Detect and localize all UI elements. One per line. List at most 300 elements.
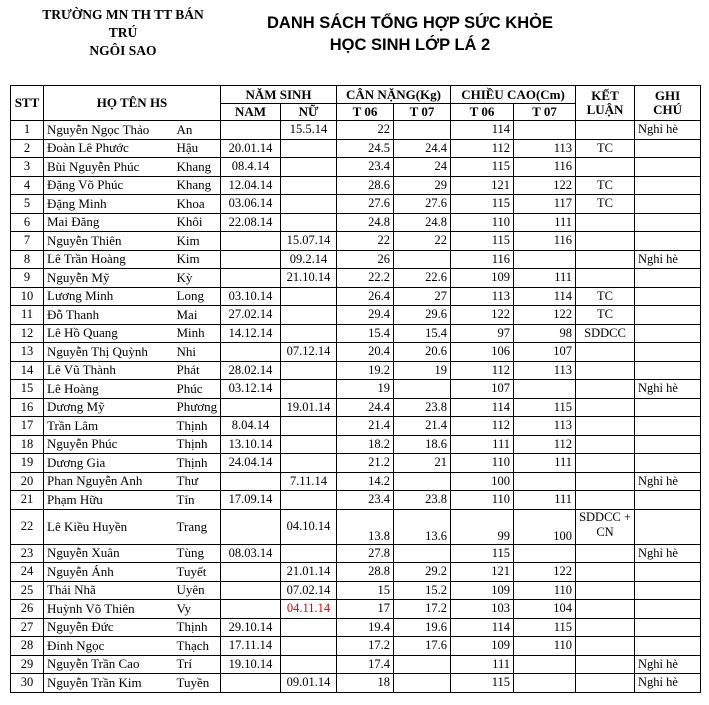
height-t06: 115 [451, 232, 514, 251]
student-family-name: Nguyễn Ánh [44, 563, 174, 582]
birthdate-male [221, 674, 281, 693]
birthdate-female [281, 417, 337, 436]
student-family-name: Đỗ Thanh [44, 306, 174, 325]
note [635, 600, 701, 619]
weight-t06: 19.4 [337, 618, 394, 637]
header-weight-t06: T 06 [337, 104, 394, 121]
row-number: 5 [11, 195, 44, 214]
note [635, 563, 701, 582]
weight-t06: 24.4 [337, 398, 394, 417]
conclusion [576, 491, 635, 510]
birthdate-female [281, 655, 337, 674]
school-name [8, 6, 238, 60]
weight-t06: 23.4 [337, 158, 394, 177]
student-family-name: Phan Nguyễn Anh [44, 472, 174, 491]
conclusion: TC [576, 306, 635, 325]
birthdate-female: 15.07.14 [281, 232, 337, 251]
school-line-1: TRƯỜNG MN TH TT BÁN [42, 7, 204, 22]
header-note [635, 86, 701, 121]
table-row [11, 361, 701, 380]
student-given-name: Tuyền [174, 674, 221, 693]
birthdate-male: 8.04.14 [221, 417, 281, 436]
height-t06: 111 [451, 655, 514, 674]
header-birth: NĂM SINH [221, 86, 337, 104]
header-male: NAM [221, 104, 281, 121]
height-t07: 111 [514, 213, 576, 232]
weight-t07 [394, 121, 451, 140]
weight-t06: 19.2 [337, 361, 394, 380]
header-name: HỌ TÊN HS [44, 86, 221, 121]
conclusion [576, 674, 635, 693]
height-t06: 99 [451, 509, 514, 544]
weight-t07: 24.4 [394, 139, 451, 158]
health-summary-table [10, 85, 701, 693]
weight-t06: 22.2 [337, 269, 394, 288]
table-row [11, 121, 701, 140]
note [635, 509, 701, 544]
student-given-name: Thư [174, 472, 221, 491]
height-t07 [514, 121, 576, 140]
birthdate-female [281, 544, 337, 563]
student-given-name: Thịnh [174, 417, 221, 436]
birthdate-male: 03.06.14 [221, 195, 281, 214]
birthdate-female [281, 306, 337, 325]
student-given-name: Trang [174, 509, 221, 544]
row-number: 9 [11, 269, 44, 288]
birthdate-female [281, 637, 337, 656]
student-given-name: Khôi [174, 213, 221, 232]
table-row [11, 581, 701, 600]
weight-t06: 27.8 [337, 544, 394, 563]
table-row [11, 213, 701, 232]
birthdate-male: 03.12.14 [221, 380, 281, 399]
note: Nghỉ hè [635, 472, 701, 491]
row-number: 30 [11, 674, 44, 693]
birthdate-male [221, 232, 281, 251]
student-given-name: Mai [174, 306, 221, 325]
table-row [11, 158, 701, 177]
birthdate-female [281, 287, 337, 306]
table-row [11, 655, 701, 674]
row-number: 18 [11, 435, 44, 454]
height-t07: 98 [514, 324, 576, 343]
row-number: 16 [11, 398, 44, 417]
note [635, 491, 701, 510]
student-given-name: Tuyết [174, 563, 221, 582]
table-row [11, 250, 701, 269]
birthdate-female [281, 618, 337, 637]
student-given-name: Long [174, 287, 221, 306]
weight-t06: 29.4 [337, 306, 394, 325]
weight-t07: 17.2 [394, 600, 451, 619]
birthdate-male: 24.04.14 [221, 454, 281, 473]
height-t07 [514, 544, 576, 563]
student-family-name: Nguyễn Phúc [44, 435, 174, 454]
height-t07: 116 [514, 232, 576, 251]
student-given-name: Kỳ [174, 269, 221, 288]
weight-t07: 27.6 [394, 195, 451, 214]
student-given-name: Trí [174, 655, 221, 674]
conclusion [576, 213, 635, 232]
table-row [11, 269, 701, 288]
student-given-name: Thịnh [174, 454, 221, 473]
table-row [11, 343, 701, 362]
student-family-name: Đặng Võ Phúc [44, 176, 174, 195]
height-t07 [514, 674, 576, 693]
table-row [11, 306, 701, 325]
header-stt: STT [11, 86, 44, 121]
weight-t07 [394, 380, 451, 399]
birthdate-male [221, 509, 281, 544]
birthdate-female: 19.01.14 [281, 398, 337, 417]
conclusion: TC [576, 195, 635, 214]
height-t06: 109 [451, 269, 514, 288]
table-row [11, 380, 701, 399]
row-number: 3 [11, 158, 44, 177]
weight-t07 [394, 250, 451, 269]
birthdate-male: 03.10.14 [221, 287, 281, 306]
note [635, 306, 701, 325]
height-t06: 121 [451, 563, 514, 582]
height-t07: 116 [514, 158, 576, 177]
table-row [11, 287, 701, 306]
note [635, 324, 701, 343]
weight-t06: 21.4 [337, 417, 394, 436]
table-row [11, 324, 701, 343]
student-family-name: Đinh Ngọc [44, 637, 174, 656]
height-t07: 113 [514, 139, 576, 158]
birthdate-male [221, 563, 281, 582]
weight-t06: 27.6 [337, 195, 394, 214]
table-row [11, 232, 701, 251]
conclusion [576, 250, 635, 269]
weight-t06: 20.4 [337, 343, 394, 362]
row-number: 7 [11, 232, 44, 251]
birthdate-male: 08.4.14 [221, 158, 281, 177]
student-given-name: Tín [174, 491, 221, 510]
height-t06: 97 [451, 324, 514, 343]
birthdate-male: 27.02.14 [221, 306, 281, 325]
height-t07: 113 [514, 417, 576, 436]
birthdate-male: 19.10.14 [221, 655, 281, 674]
weight-t07 [394, 655, 451, 674]
weight-t06: 18.2 [337, 435, 394, 454]
conclusion [576, 472, 635, 491]
student-family-name: Nguyễn Đức [44, 618, 174, 637]
birthdate-male [221, 600, 281, 619]
row-number: 21 [11, 491, 44, 510]
note: Nghỉ hè [635, 655, 701, 674]
weight-t07: 19 [394, 361, 451, 380]
birthdate-male: 29.10.14 [221, 618, 281, 637]
conclusion [576, 269, 635, 288]
student-family-name: Đặng Minh [44, 195, 174, 214]
weight-t07: 29.2 [394, 563, 451, 582]
height-t06: 114 [451, 121, 514, 140]
height-t07: 114 [514, 287, 576, 306]
weight-t07: 21.4 [394, 417, 451, 436]
row-number: 11 [11, 306, 44, 325]
student-family-name: Nguyễn Trần Kim [44, 674, 174, 693]
student-given-name: Hậu [174, 139, 221, 158]
weight-t07 [394, 674, 451, 693]
row-number: 26 [11, 600, 44, 619]
header-height-t06: T 06 [451, 104, 514, 121]
birthdate-female: 7.11.14 [281, 472, 337, 491]
row-number: 28 [11, 637, 44, 656]
conclusion [576, 581, 635, 600]
student-given-name: Phương [174, 398, 221, 417]
height-t07: 115 [514, 398, 576, 417]
note [635, 618, 701, 637]
height-t07: 100 [514, 509, 576, 544]
conclusion [576, 563, 635, 582]
student-given-name: Phúc [174, 380, 221, 399]
conclusion [576, 343, 635, 362]
student-family-name: Dương Mỹ [44, 398, 174, 417]
height-t06: 110 [451, 213, 514, 232]
weight-t06: 17 [337, 600, 394, 619]
weight-t07: 19.6 [394, 618, 451, 637]
note [635, 232, 701, 251]
conclusion: SDDCC [576, 324, 635, 343]
note [635, 195, 701, 214]
row-number: 8 [11, 250, 44, 269]
weight-t07 [394, 544, 451, 563]
student-given-name: Phát [174, 361, 221, 380]
note [635, 454, 701, 473]
height-t07 [514, 472, 576, 491]
conclusion [576, 398, 635, 417]
height-t07: 110 [514, 581, 576, 600]
weight-t07: 29 [394, 176, 451, 195]
conclusion: TC [576, 287, 635, 306]
birthdate-male [221, 269, 281, 288]
birthdate-male [221, 398, 281, 417]
row-number: 20 [11, 472, 44, 491]
conclusion [576, 158, 635, 177]
weight-t06: 13.8 [337, 509, 394, 544]
birthdate-female [281, 361, 337, 380]
row-number: 4 [11, 176, 44, 195]
row-number: 14 [11, 361, 44, 380]
table-row [11, 417, 701, 436]
table-row [11, 435, 701, 454]
birthdate-female [281, 491, 337, 510]
weight-t06: 17.4 [337, 655, 394, 674]
table-row [11, 618, 701, 637]
student-family-name: Nguyễn Mỹ [44, 269, 174, 288]
row-number: 22 [11, 509, 44, 544]
student-family-name: Nguyễn Thiên [44, 232, 174, 251]
row-number: 10 [11, 287, 44, 306]
birthdate-male [221, 121, 281, 140]
height-t07: 122 [514, 563, 576, 582]
conclusion [576, 637, 635, 656]
height-t06: 110 [451, 491, 514, 510]
weight-t07: 15.2 [394, 581, 451, 600]
student-family-name: Lê Vũ Thành [44, 361, 174, 380]
height-t07 [514, 250, 576, 269]
birthdate-female: 09.2.14 [281, 250, 337, 269]
birthdate-male: 14.12.14 [221, 324, 281, 343]
weight-t07: 27 [394, 287, 451, 306]
student-family-name: Đoàn Lê Phước [44, 139, 174, 158]
weight-t06: 15.4 [337, 324, 394, 343]
weight-t06: 23.4 [337, 491, 394, 510]
height-t07: 117 [514, 195, 576, 214]
height-t06: 100 [451, 472, 514, 491]
height-t07: 110 [514, 637, 576, 656]
table-row [11, 472, 701, 491]
height-t06: 121 [451, 176, 514, 195]
student-given-name: Kim [174, 250, 221, 269]
weight-t07 [394, 472, 451, 491]
height-t06: 115 [451, 158, 514, 177]
note [635, 417, 701, 436]
student-family-name: Lương Minh [44, 287, 174, 306]
student-family-name: Lê Hồ Quang [44, 324, 174, 343]
table-row [11, 139, 701, 158]
student-family-name: Dương Gia [44, 454, 174, 473]
student-given-name: Thịnh [174, 435, 221, 454]
row-number: 23 [11, 544, 44, 563]
birthdate-male: 17.11.14 [221, 637, 281, 656]
row-number: 1 [11, 121, 44, 140]
weight-t06: 26 [337, 250, 394, 269]
weight-t06: 17.2 [337, 637, 394, 656]
height-t06: 115 [451, 674, 514, 693]
student-family-name: Mai Đăng [44, 213, 174, 232]
birthdate-female: 04.11.14 [281, 600, 337, 619]
note [635, 213, 701, 232]
conclusion: SDDCC + CN [576, 509, 635, 544]
row-number: 15 [11, 380, 44, 399]
weight-t07: 23.8 [394, 398, 451, 417]
height-t07: 111 [514, 491, 576, 510]
weight-t07: 20.6 [394, 343, 451, 362]
row-number: 19 [11, 454, 44, 473]
table-row [11, 637, 701, 656]
note [635, 361, 701, 380]
table-row [11, 563, 701, 582]
height-t06: 114 [451, 618, 514, 637]
birthdate-female [281, 176, 337, 195]
height-t06: 110 [451, 454, 514, 473]
weight-t07: 24.8 [394, 213, 451, 232]
weight-t06: 24.8 [337, 213, 394, 232]
header-height-t07: T 07 [514, 104, 576, 121]
conclusion [576, 232, 635, 251]
header-weight: CÂN NẶNG(Kg) [337, 86, 451, 104]
weight-t06: 22 [337, 121, 394, 140]
weight-t07: 29.6 [394, 306, 451, 325]
birthdate-female [281, 435, 337, 454]
conclusion [576, 380, 635, 399]
height-t06: 114 [451, 398, 514, 417]
height-t07: 122 [514, 306, 576, 325]
note [635, 637, 701, 656]
conclusion [576, 417, 635, 436]
row-number: 2 [11, 139, 44, 158]
note [635, 158, 701, 177]
student-given-name: Uyên [174, 581, 221, 600]
height-t07: 113 [514, 361, 576, 380]
note [635, 343, 701, 362]
height-t07: 104 [514, 600, 576, 619]
student-family-name: Lê Kiều Huyền [44, 509, 174, 544]
student-given-name: Tùng [174, 544, 221, 563]
table-row [11, 398, 701, 417]
conclusion [576, 600, 635, 619]
table-row [11, 544, 701, 563]
table-row [11, 454, 701, 473]
weight-t06: 18 [337, 674, 394, 693]
title-line-2: HỌC SINH LỚP LÁ 2 [329, 36, 491, 54]
birthdate-male [221, 472, 281, 491]
student-family-name: Thái Nhã [44, 581, 174, 600]
note: Nghỉ hè [635, 380, 701, 399]
header-conclusion-line-1: KẾT [591, 88, 619, 103]
weight-t07: 23.8 [394, 491, 451, 510]
birthdate-female: 15.5.14 [281, 121, 337, 140]
weight-t07: 17.6 [394, 637, 451, 656]
height-t06: 115 [451, 544, 514, 563]
header-conclusion-line-2: LUẬN [586, 102, 624, 117]
height-t06: 111 [451, 435, 514, 454]
student-family-name: Huỳnh Võ Thiên [44, 600, 174, 619]
school-line-2: TRÚ [108, 25, 138, 40]
height-t06: 122 [451, 306, 514, 325]
student-family-name: Nguyễn Xuân [44, 544, 174, 563]
row-number: 17 [11, 417, 44, 436]
student-given-name: Thịnh [174, 618, 221, 637]
row-number: 6 [11, 213, 44, 232]
conclusion [576, 121, 635, 140]
student-family-name: Trần Lâm [44, 417, 174, 436]
note: Nghỉ hè [635, 121, 701, 140]
weight-t06: 24.5 [337, 139, 394, 158]
conclusion [576, 544, 635, 563]
weight-t07: 18.6 [394, 435, 451, 454]
document-title [240, 12, 580, 56]
row-number: 27 [11, 618, 44, 637]
row-number: 12 [11, 324, 44, 343]
conclusion [576, 454, 635, 473]
birthdate-male [221, 343, 281, 362]
header-note-line-2: CHÚ [653, 102, 682, 117]
student-family-name: Lê Hoàng [44, 380, 174, 399]
student-family-name: Nguyễn Trần Cao [44, 655, 174, 674]
birthdate-female: 21.10.14 [281, 269, 337, 288]
height-t06: 112 [451, 361, 514, 380]
note: Nghỉ hè [635, 250, 701, 269]
birthdate-female [281, 380, 337, 399]
table-row [11, 195, 701, 214]
title-line-1: DANH SÁCH TỔNG HỢP SỨC KHỎE [267, 14, 553, 32]
birthdate-male [221, 581, 281, 600]
student-family-name: Nguyễn Ngọc Thảo [44, 121, 174, 140]
header-female: NỮ [281, 104, 337, 121]
height-t07: 115 [514, 618, 576, 637]
weight-t07: 13.6 [394, 509, 451, 544]
note [635, 581, 701, 600]
table-row [11, 600, 701, 619]
note [635, 287, 701, 306]
height-t06: 112 [451, 417, 514, 436]
height-t06: 109 [451, 581, 514, 600]
conclusion [576, 655, 635, 674]
